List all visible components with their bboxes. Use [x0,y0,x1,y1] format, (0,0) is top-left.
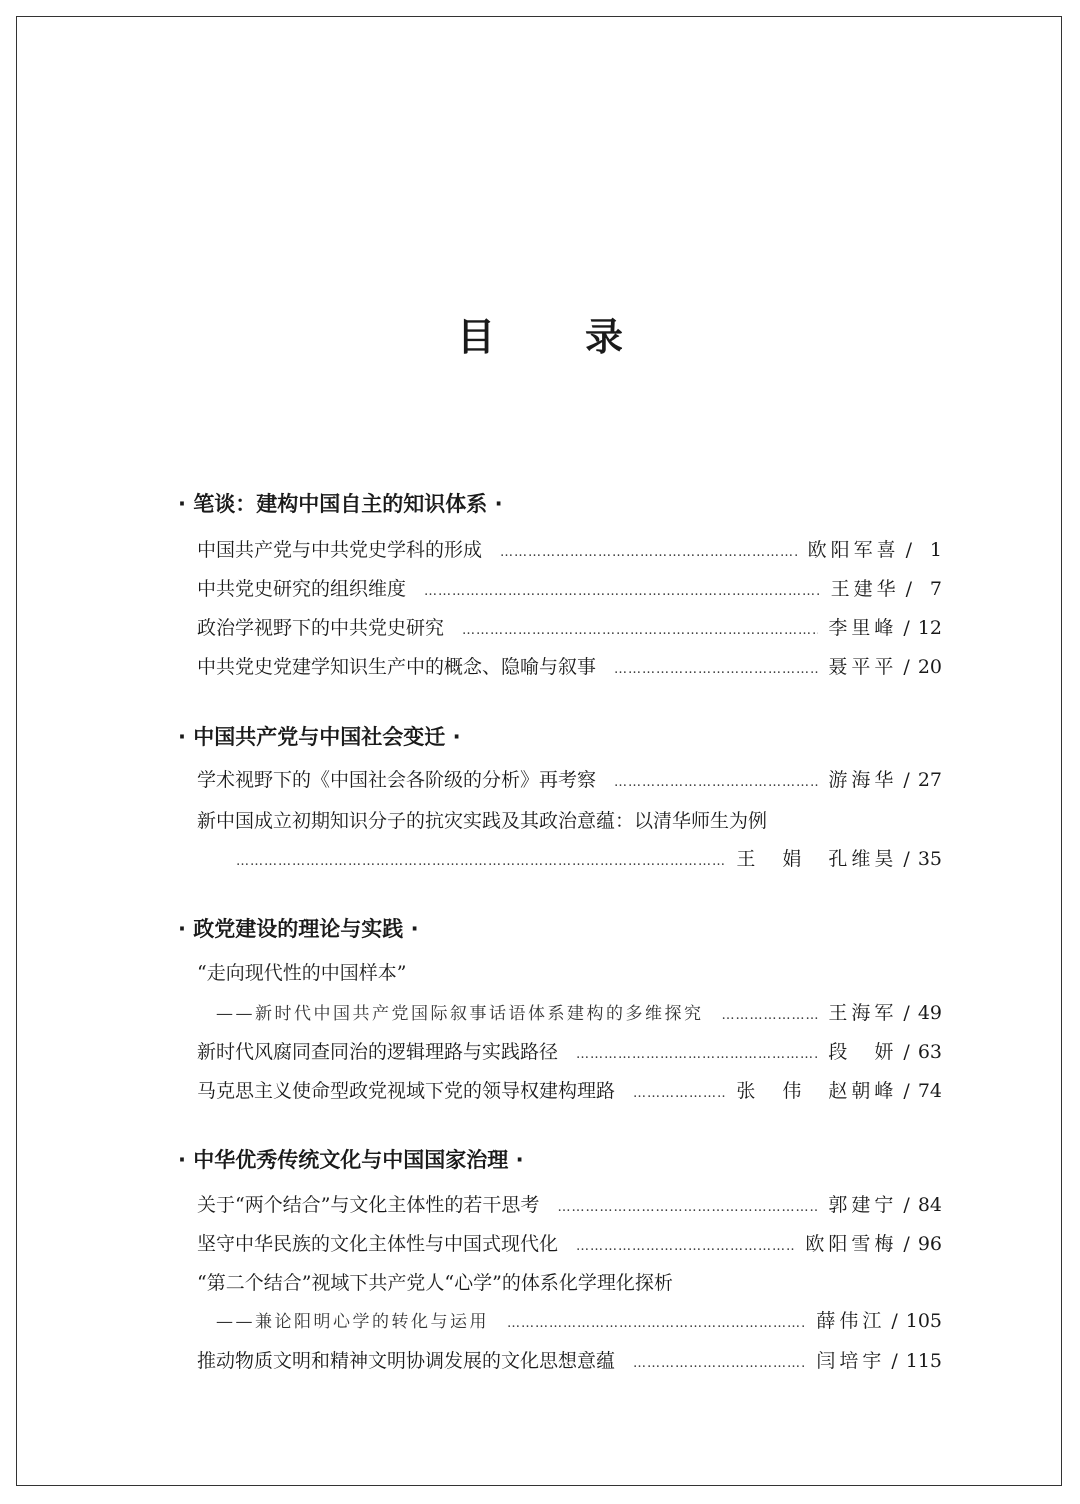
entry-author: 段 妍 [828,1041,898,1063]
entry-title: 中共党史研究的组织维度 [197,578,407,600]
toc-entry[interactable] [197,765,942,795]
section-heading: · 政党建设的理论与实践 · [178,917,419,941]
entry-author: 欧阳雪梅 [805,1233,898,1255]
entry-title: 学术视野下的《中国社会各阶级的分析》再考察 [197,769,597,791]
entry-page: 74 [917,1080,942,1102]
dot-leader [614,662,818,677]
entry-author: 聂平平 [828,656,898,678]
toc-entry[interactable] [197,1037,942,1067]
slash-separator: / [891,1310,898,1332]
entry-author: 王海军 [828,1002,898,1024]
slash-separator: / [903,1041,910,1063]
entry-title: 政治学视野下的中共党史研究 [197,617,445,639]
toc-entry-continuation[interactable] [236,844,942,874]
toc-entry[interactable] [197,1190,942,1220]
entry-page: 12 [917,617,942,639]
entry-title-line[interactable]: 新中国成立初期知识分子的抗灾实践及其政治意蕴：以清华师生为例 [197,810,768,832]
entry-page: 49 [917,1002,942,1024]
slash-separator: / [905,539,912,561]
entry-page: 35 [917,848,942,870]
dot-leader [507,1316,806,1331]
entry-author: 李里峰 [828,617,898,639]
dot-leader [614,775,818,790]
toc-entry[interactable] [197,652,942,682]
page-border [16,16,1062,1486]
toc-entry[interactable] [197,613,942,643]
entry-title: 坚守中华民族的文化主体性与中国式现代化 [197,1233,559,1255]
toc-entry-subtitle[interactable] [216,1306,942,1336]
entry-page: 96 [917,1233,942,1255]
dot-leader [236,854,726,869]
entry-page: 63 [917,1041,942,1063]
dot-leader [722,1008,819,1023]
dot-leader [633,1086,726,1101]
entry-subtitle: ——新时代中国共产党国际叙事话语体系建构的多维探究 [216,1004,704,1024]
entry-author: 张 伟 赵朝峰 [736,1080,898,1102]
dot-leader [462,623,818,638]
entry-title: 中国共产党与中共党史学科的形成 [197,539,483,561]
dot-leader [576,1047,818,1062]
entry-title: 中共党史党建学知识生产中的概念、隐喻与叙事 [197,656,597,678]
entry-title: 新时代风腐同查同治的逻辑理路与实践路径 [197,1041,559,1063]
entry-page: 115 [905,1350,942,1372]
toc-entry[interactable] [197,1229,942,1259]
entry-page: 105 [905,1310,942,1332]
entry-author: 王建华 [830,578,900,600]
section-heading: · 笔谈：建构中国自主的知识体系 · [178,492,503,516]
entry-author: 闫培宇 [816,1350,886,1372]
entry-author: 薛伟江 [816,1310,886,1332]
slash-separator: / [903,1233,910,1255]
dot-leader [576,1239,795,1254]
entry-page: 20 [917,656,942,678]
toc-entry[interactable] [197,1076,942,1106]
slash-separator: / [903,848,910,870]
toc-entry[interactable] [197,1346,942,1376]
slash-separator: / [903,1002,910,1024]
slash-separator: / [903,1194,910,1216]
entry-author: 王 娟 孔维昊 [736,848,898,870]
entry-page: 7 [929,578,942,600]
slash-separator: / [903,617,910,639]
dot-leader [424,584,821,599]
slash-separator: / [903,656,910,678]
slash-separator: / [905,578,912,600]
toc-entry-subtitle[interactable] [216,998,942,1028]
dot-leader [633,1356,806,1371]
slash-separator: / [903,769,910,791]
entry-page: 84 [917,1194,942,1216]
slash-separator: / [903,1080,910,1102]
entry-page: 1 [929,539,942,561]
toc-entry[interactable] [197,574,942,604]
entry-title-line[interactable]: “第二个结合”视域下共产党人“心学”的体系化学理化探析 [197,1272,673,1294]
dot-leader [557,1200,818,1215]
section-heading: · 中国共产党与中国社会变迁 · [178,725,461,749]
dot-leader [500,545,798,560]
section-heading: · 中华优秀传统文化与中国国家治理 · [178,1148,524,1172]
entry-title: 推动物质文明和精神文明协调发展的文化思想意蕴 [197,1350,616,1372]
slash-separator: / [891,1350,898,1372]
entry-author: 欧阳军喜 [807,539,900,561]
entry-title: 关于“两个结合”与文化主体性的若干思考 [197,1194,540,1216]
entry-title: 马克思主义使命型政党视域下党的领导权建构理路 [197,1080,616,1102]
entry-page: 27 [917,769,942,791]
entry-author: 游海华 [828,769,898,791]
entry-title-line[interactable]: “走向现代性的中国样本” [197,962,407,984]
page-title: 目 录 [456,314,649,359]
entry-author: 郭建宁 [828,1194,898,1216]
toc-entry[interactable] [197,535,942,565]
entry-subtitle: ——兼论阳明心学的转化与运用 [216,1312,489,1332]
